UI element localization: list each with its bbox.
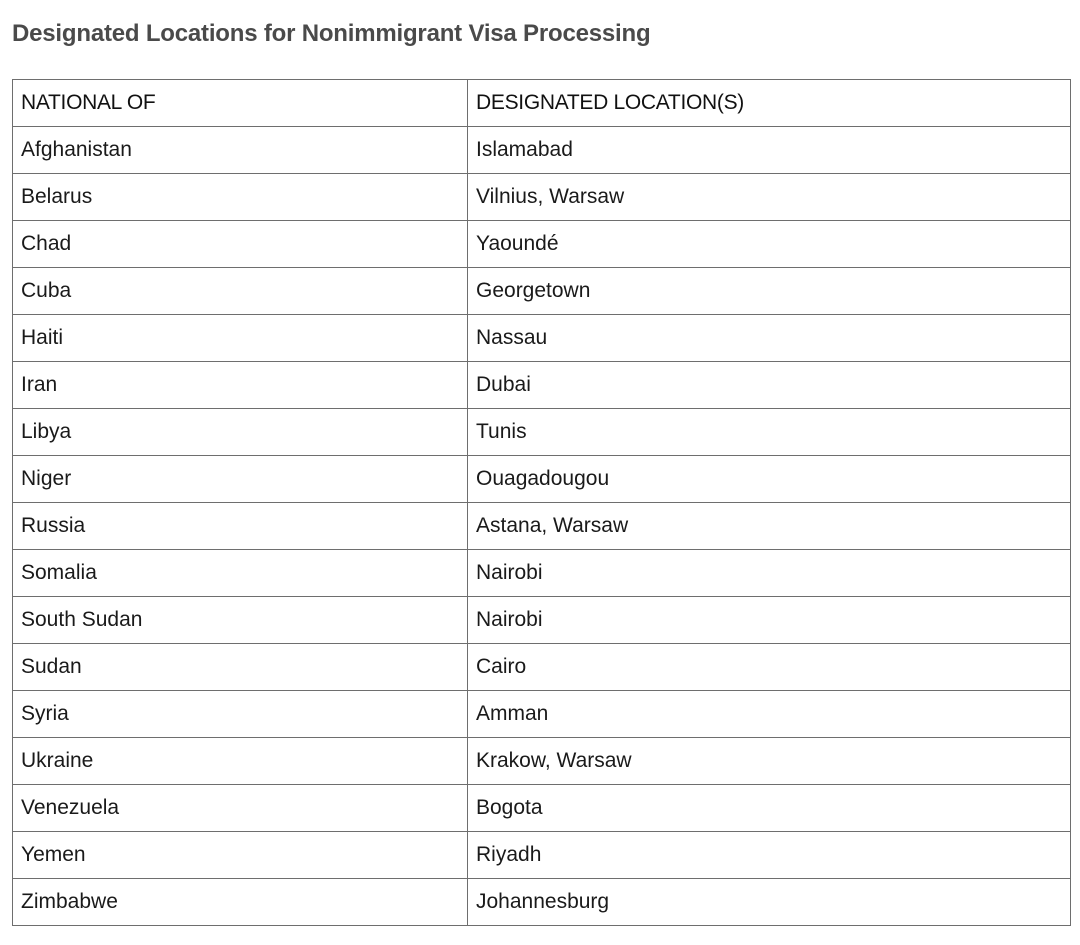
table-row <box>13 315 1071 362</box>
table-header-row <box>13 80 1071 127</box>
table-row <box>13 503 1071 550</box>
nationality-cell: South Sudan <box>13 597 468 644</box>
designated-location-cell: Cairo <box>468 644 1071 691</box>
table-row <box>13 597 1071 644</box>
table-body <box>13 127 1071 926</box>
nationality-cell: Sudan <box>13 644 468 691</box>
table-row <box>13 268 1071 315</box>
nationality-cell: Afghanistan <box>13 127 468 174</box>
table-row <box>13 221 1071 268</box>
nationality-cell: Somalia <box>13 550 468 597</box>
table-row <box>13 644 1071 691</box>
column-header-designated-locations: DESIGNATED LOCATION(S) <box>468 80 1071 127</box>
designated-location-cell: Nairobi <box>468 597 1071 644</box>
table-row <box>13 879 1071 926</box>
designated-location-cell: Islamabad <box>468 127 1071 174</box>
designated-location-cell: Johannesburg <box>468 879 1071 926</box>
table-row <box>13 785 1071 832</box>
designated-location-cell: Tunis <box>468 409 1071 456</box>
nationality-cell: Russia <box>13 503 468 550</box>
designated-location-cell: Yaoundé <box>468 221 1071 268</box>
nationality-cell: Syria <box>13 691 468 738</box>
nationality-cell: Yemen <box>13 832 468 879</box>
table-row <box>13 174 1071 221</box>
nationality-cell: Venezuela <box>13 785 468 832</box>
designated-location-cell: Krakow, Warsaw <box>468 738 1071 785</box>
nationality-cell: Niger <box>13 456 468 503</box>
nationality-cell: Ukraine <box>13 738 468 785</box>
table-row <box>13 738 1071 785</box>
nationality-cell: Haiti <box>13 315 468 362</box>
designated-location-cell: Nairobi <box>468 550 1071 597</box>
nationality-cell: Iran <box>13 362 468 409</box>
nationality-cell: Belarus <box>13 174 468 221</box>
nationality-cell: Chad <box>13 221 468 268</box>
page-title: Designated Locations for Nonimmigrant Visa Processing <box>12 20 651 47</box>
designated-location-cell: Bogota <box>468 785 1071 832</box>
designated-location-cell: Dubai <box>468 362 1071 409</box>
designated-location-cell: Amman <box>468 691 1071 738</box>
designated-location-cell: Georgetown <box>468 268 1071 315</box>
table-row <box>13 550 1071 597</box>
designated-location-cell: Ouagadougou <box>468 456 1071 503</box>
table-row <box>13 362 1071 409</box>
designated-location-cell: Nassau <box>468 315 1071 362</box>
designated-location-cell: Riyadh <box>468 832 1071 879</box>
table-row <box>13 832 1071 879</box>
designated-location-cell: Vilnius, Warsaw <box>468 174 1071 221</box>
column-header-national-of: NATIONAL OF <box>13 80 468 127</box>
table-row <box>13 127 1071 174</box>
locations-table-container <box>12 79 1070 926</box>
table-row <box>13 456 1071 503</box>
nationality-cell: Cuba <box>13 268 468 315</box>
designated-location-cell: Astana, Warsaw <box>468 503 1071 550</box>
table-row <box>13 691 1071 738</box>
nationality-cell: Libya <box>13 409 468 456</box>
nationality-cell: Zimbabwe <box>13 879 468 926</box>
locations-table <box>12 79 1071 926</box>
table-row <box>13 409 1071 456</box>
